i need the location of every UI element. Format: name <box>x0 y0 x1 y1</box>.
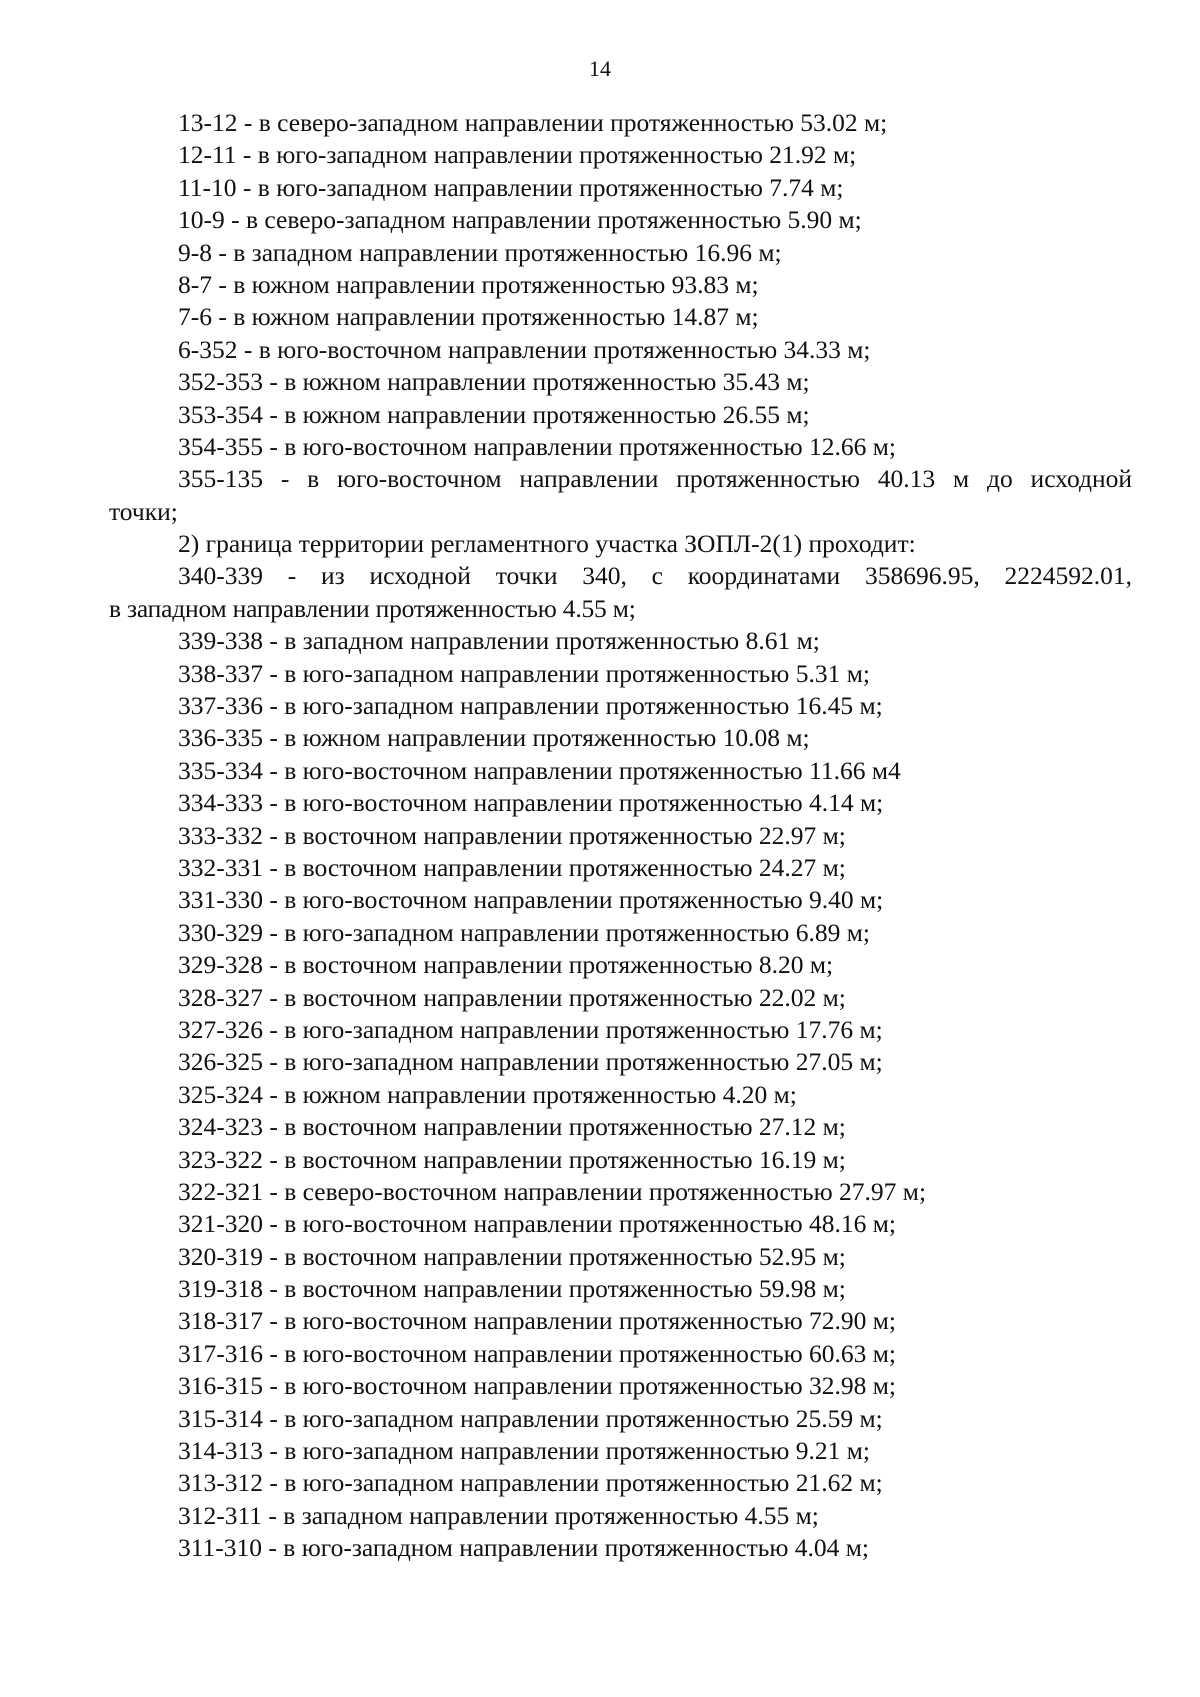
boundary-segment-line: 324-323 - в восточном направлении протяженностью 27.12 м; <box>178 1112 846 1142</box>
boundary-segment-line: 11-10 - в юго-западном направлении протяженностью 7.74 м; <box>178 172 844 202</box>
segment-list-b <box>109 625 1132 1564</box>
boundary-segment-line: 326-325 - в юго-западном направлении протяженностью 27.05 м; <box>178 1047 883 1077</box>
boundary-segment-line: 336-335 - в южном направлении протяженностью 10.08 м; <box>178 723 810 753</box>
page-number: 14 <box>589 56 611 81</box>
boundary-segment-line: 319-318 - в восточном направлении протяженностью 59.98 м; <box>178 1274 846 1304</box>
boundary-segment-line: 8-7 - в южном направлении протяженностью 93.83 м; <box>178 269 759 299</box>
boundary-segment-line: 337-336 - в юго-западном направлении протяженностью 16.45 м; <box>178 691 883 721</box>
closing-segment-line-2: точки; <box>109 496 178 526</box>
boundary-segment-line: 311-310 - в юго-западном направлении протяженностью 4.04 м; <box>178 1533 870 1563</box>
boundary-segment-line: 328-327 - в восточном направлении протяженностью 22.02 м; <box>178 982 846 1012</box>
boundary-segment-line: 6-352 - в юго-восточном направлении протяженностью 34.33 м; <box>178 334 871 364</box>
boundary-segment-line: 317-316 - в юго-восточном направлении протяженностью 60.63 м; <box>178 1338 896 1368</box>
boundary-segment-line: 315-314 - в юго-западном направлении протяженностью 25.59 м; <box>178 1403 883 1433</box>
boundary-segment-line: 312-311 - в западном направлении протяженностью 4.55 м; <box>178 1500 819 1530</box>
boundary-segment-line: 12-11 - в юго-западном направлении протяженностью 21.92 м; <box>178 140 857 170</box>
boundary-segment-line: 338-337 - в юго-западном направлении протяженностью 5.31 м; <box>178 658 870 688</box>
boundary-segment-line: 321-320 - в юго-восточном направлении протяженностью 48.16 м; <box>178 1209 896 1239</box>
boundary-segment-line: 335-334 - в юго-восточном направлении протяженностью 11.66 м4 <box>178 755 901 785</box>
boundary-segment-line: 332-331 - в восточном направлении протяженностью 24.27 м; <box>178 852 846 882</box>
boundary-segment-line: 352-353 - в южном направлении протяженностью 35.43 м; <box>178 367 810 397</box>
boundary-segment-line: 10-9 - в северо-западном направлении протяженностью 5.90 м; <box>178 205 862 235</box>
segment-list-a <box>109 107 1132 463</box>
boundary-segment-line: 316-315 - в юго-восточном направлении протяженностью 32.98 м; <box>178 1371 896 1401</box>
document-body <box>109 107 1132 1565</box>
boundary-segment-line: 333-332 - в восточном направлении протяженностью 22.97 м; <box>178 820 846 850</box>
start-segment-line-1: 340-339 - из исходной точки 340, с координатами 358696.95, 2224592.01, <box>178 561 1132 591</box>
boundary-segment-line: 313-312 - в юго-западном направлении протяженностью 21.62 м; <box>178 1468 883 1498</box>
boundary-segment-line: 13-12 - в северо-западном направлении протяженностью 53.02 м; <box>178 108 888 137</box>
boundary-segment-line: 339-338 - в западном направлении протяженностью 8.61 м; <box>178 626 820 656</box>
boundary-segment-line: 7-6 - в южном направлении протяженностью 14.87 м; <box>178 302 759 332</box>
start-segment-line-2: в западном направлении протяженностью 4.55 м; <box>109 593 636 623</box>
boundary-segment-line: 9-8 - в западном направлении протяженностью 16.96 м; <box>178 237 782 267</box>
boundary-segment-line: 353-354 - в южном направлении протяженностью 26.55 м; <box>178 399 810 429</box>
boundary-segment-line: 325-324 - в южном направлении протяженностью 4.20 м; <box>178 1079 797 1109</box>
boundary-segment-line: 329-328 - в восточном направлении протяженностью 8.20 м; <box>178 950 834 980</box>
boundary-segment-line: 327-326 - в юго-западном направлении протяженностью 17.76 м; <box>178 1014 883 1044</box>
boundary-segment-line: 354-355 - в юго-восточном направлении протяженностью 12.66 м; <box>178 431 896 461</box>
boundary-segment-line: 314-313 - в юго-западном направлении протяженностью 9.21 м; <box>178 1436 870 1466</box>
boundary-segment-line: 318-317 - в юго-восточном направлении протяженностью 72.90 м; <box>178 1306 896 1336</box>
boundary-segment-line: 334-333 - в юго-восточном направлении протяженностью 4.14 м; <box>178 788 884 818</box>
section-heading: 2) граница территории регламентного участка ЗОПЛ-2(1) проходит: <box>178 529 916 559</box>
boundary-segment-line: 330-329 - в юго-западном направлении протяженностью 6.89 м; <box>178 917 870 947</box>
boundary-segment-line: 331-330 - в юго-восточном направлении протяженностью 9.40 м; <box>178 885 884 915</box>
boundary-segment-line: 322-321 - в северо-восточном направлении протяженностью 27.97 м; <box>178 1176 927 1206</box>
boundary-segment-line: 323-322 - в восточном направлении протяженностью 16.19 м; <box>178 1144 846 1174</box>
closing-segment-line-1: 355-135 - в юго-восточном направлении протяженностью 40.13 м до исходной <box>178 464 1132 494</box>
boundary-segment-line: 320-319 - в восточном направлении протяженностью 52.95 м; <box>178 1241 846 1271</box>
